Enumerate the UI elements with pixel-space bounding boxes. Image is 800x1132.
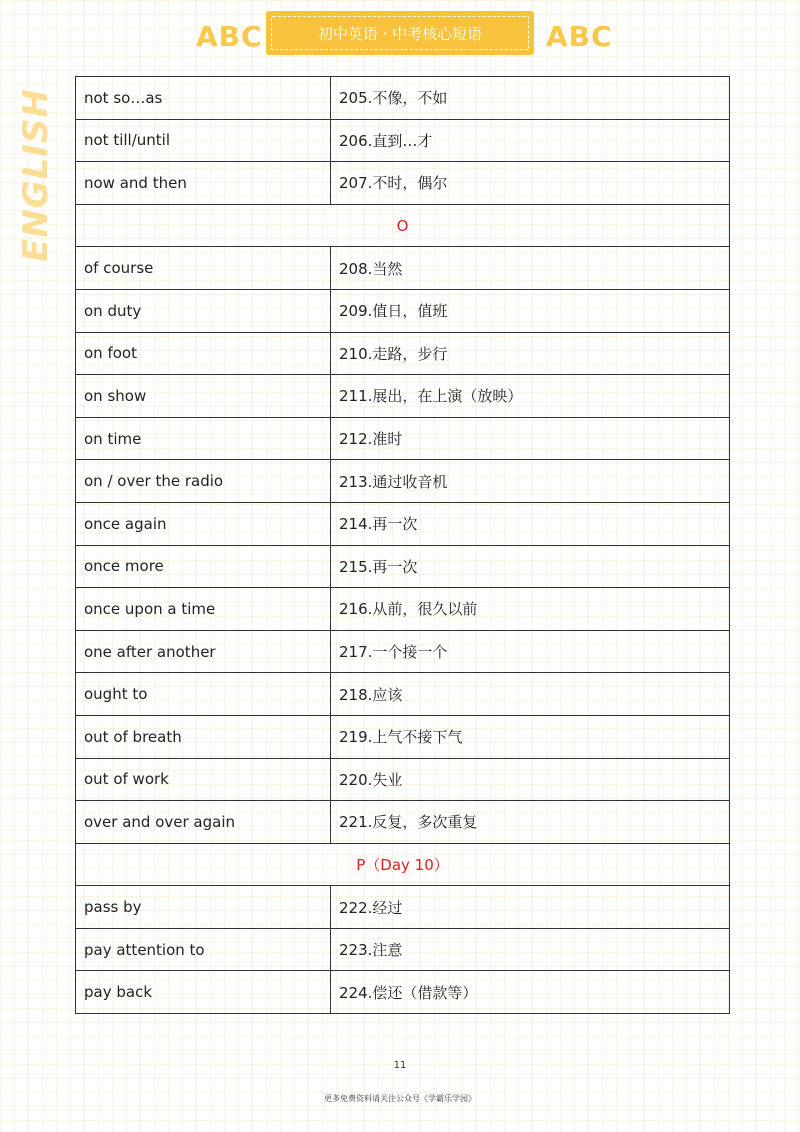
phrase-cell: pay attention to	[76, 928, 331, 971]
table-row	[76, 801, 730, 844]
meaning-cell: 205.不像，不如	[331, 77, 730, 120]
meaning-cell: 219.上气不接下气	[331, 715, 730, 758]
table-row	[76, 673, 730, 716]
table-row	[76, 77, 730, 120]
meaning-cell: 213.通过收音机	[331, 460, 730, 503]
table-row	[76, 545, 730, 588]
meaning-cell: 222.经过	[331, 886, 730, 929]
meaning-cell: 223.注意	[331, 928, 730, 971]
meaning-cell: 208.当然	[331, 247, 730, 290]
table-row	[76, 162, 730, 205]
table-row	[76, 289, 730, 332]
phrase-cell: ought to	[76, 673, 331, 716]
table-row	[76, 588, 730, 631]
meaning-cell: 220.失业	[331, 758, 730, 801]
table-row	[76, 119, 730, 162]
section-label: P（Day 10）	[76, 843, 730, 886]
phrase-cell: on / over the radio	[76, 460, 331, 503]
meaning-cell: 218.应该	[331, 673, 730, 716]
phrase-cell: once again	[76, 502, 331, 545]
table-row	[76, 971, 730, 1014]
meaning-cell: 214.再一次	[331, 502, 730, 545]
phrase-cell: pay back	[76, 971, 331, 1014]
phrase-cell: once more	[76, 545, 331, 588]
phrase-cell: pass by	[76, 886, 331, 929]
table-row	[76, 332, 730, 375]
phrase-cell: on foot	[76, 332, 331, 375]
table-row	[76, 460, 730, 503]
table-row	[76, 502, 730, 545]
abc-left-decoration: ABC	[196, 20, 263, 53]
phrase-cell: out of work	[76, 758, 331, 801]
footer-note: 更多免费资料请关注公众号《学霸乐学园》	[324, 1094, 476, 1103]
table-row	[76, 375, 730, 418]
phrase-cell: on duty	[76, 289, 331, 332]
meaning-cell: 212.准时	[331, 417, 730, 460]
page-number: 11	[393, 1060, 407, 1071]
section-label: O	[76, 204, 730, 247]
phrase-cell: one after another	[76, 630, 331, 673]
phrase-cell: not till/until	[76, 119, 331, 162]
meaning-cell: 209.值日，值班	[331, 289, 730, 332]
phrase-cell: once upon a time	[76, 588, 331, 631]
meaning-cell: 206.直到…才	[331, 119, 730, 162]
page-header	[0, 8, 800, 58]
phrase-cell: not so…as	[76, 77, 331, 120]
meaning-cell: 221.反复，多次重复	[331, 801, 730, 844]
table-row	[76, 886, 730, 929]
section-header-row	[76, 204, 730, 247]
phrase-cell: of course	[76, 247, 331, 290]
table-row	[76, 928, 730, 971]
meaning-cell: 215.再一次	[331, 545, 730, 588]
phrase-cell: now and then	[76, 162, 331, 205]
table-row	[76, 758, 730, 801]
phrase-cell: out of breath	[76, 715, 331, 758]
meaning-cell: 210.走路，步行	[331, 332, 730, 375]
phrase-cell: over and over again	[76, 801, 331, 844]
page-title: 初中英语 · 中考核心短语	[271, 16, 529, 50]
abc-right-decoration: ABC	[546, 20, 613, 53]
meaning-cell: 224.偿还（借款等）	[331, 971, 730, 1014]
meaning-cell: 211.展出，在上演（放映）	[331, 375, 730, 418]
table-row	[76, 417, 730, 460]
meaning-cell: 216.从前，很久以前	[331, 588, 730, 631]
section-header-row	[76, 843, 730, 886]
table-row	[76, 247, 730, 290]
phrase-table	[75, 76, 730, 1014]
table-row	[76, 715, 730, 758]
phrase-table-body	[76, 77, 730, 1014]
meaning-cell: 217.一个接一个	[331, 630, 730, 673]
english-watermark: ENGLISH	[16, 88, 56, 262]
title-banner	[266, 11, 534, 55]
meaning-cell: 207.不时，偶尔	[331, 162, 730, 205]
phrase-cell: on show	[76, 375, 331, 418]
table-row	[76, 630, 730, 673]
phrase-cell: on time	[76, 417, 331, 460]
